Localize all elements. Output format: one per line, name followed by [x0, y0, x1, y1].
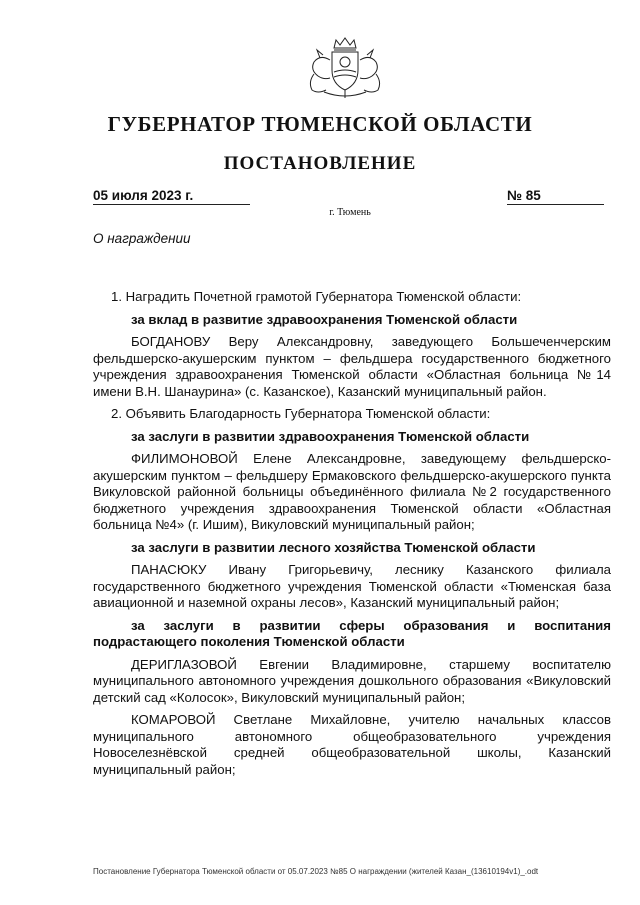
list-item-2: 2. Объявить Благодарность Губернатора Тюменской области:	[111, 406, 491, 421]
page-footer: Постановление Губернатора Тюменской области от 05.07.2023 №85 О награждении (жителей Казан_(13610194v1)_.odt	[93, 867, 539, 876]
award-paragraph: БОГДАНОВУ Веру Александровну, заведующего Большеченчерским фельдшерско-акушерским пунктом – фельдшера государственного бюджетного учреждения здравоохранения Тюменской области «Областная больница №14 имени В.Н. Шанаурина» (с. Казанское), Казанский муниципальный район.	[93, 334, 611, 399]
section-heading: за вклад в развитие здравоохранения Тюменской области	[131, 311, 518, 327]
document-body	[93, 289, 611, 784]
list-item-1: 1. Наградить Почетной грамотой Губернатора Тюменской области:	[111, 289, 522, 304]
document-type: ПОСТАНОВЛЕНИЕ	[223, 153, 417, 174]
section-heading: за заслуги в развитии сферы образования и воспитания подрастающего поколения Тюменской области	[93, 617, 611, 649]
section-heading: за заслуги в развитии лесного хозяйства Тюменской области	[131, 539, 536, 555]
award-paragraph: ДЕРИГЛАЗОВОЙ Евгении Владимировне, старшему воспитателю муниципального автономного учреждения дошкольного образования «Викуловский детский сад «Колосок», Викуловский муниципальный район;	[93, 656, 611, 705]
award-paragraph: ПАНАСЮКУ Ивану Григорьевичу, леснику Казанского филиала государственного бюджетного учреждения Тюменской области «Тюменская база авиационной и наземной охраны лесов», Казанский муниципальный район;	[93, 562, 611, 610]
award-paragraph: ФИЛИМОНОВОЙ Елене Александровне, заведующему фельдшерско-акушерским пунктом – фельдшеру Ермаковского фельдшерско-акушерского пункта Викуловской районной больницы объединённого филиала №2 государственного бюджетного учреждения здравоохранения Тюменской области «Областная больница №4» (г. Ишим), Викуловский муниципальный район;	[93, 451, 611, 532]
document-number: № 85	[507, 188, 604, 205]
section-heading: за заслуги в развитии здравоохранения Тюменской области	[131, 428, 530, 444]
document-city: г. Тюмень	[329, 207, 371, 218]
document-subject: О награждении	[93, 231, 191, 246]
page-title: ГУБЕРНАТОР ТЮМЕНСКОЙ ОБЛАСТИ	[107, 112, 533, 136]
award-paragraph: КОМАРОВОЙ Светлане Михайловне, учителю начальных классов муниципального автономного общеобразовательного учреждения Новоселезнёвской средней общеобразовательной школы, Казанский муниципальный район;	[93, 712, 611, 777]
coat-of-arms-icon	[290, 34, 400, 102]
document-date: 05 июля 2023 г.	[93, 188, 250, 205]
